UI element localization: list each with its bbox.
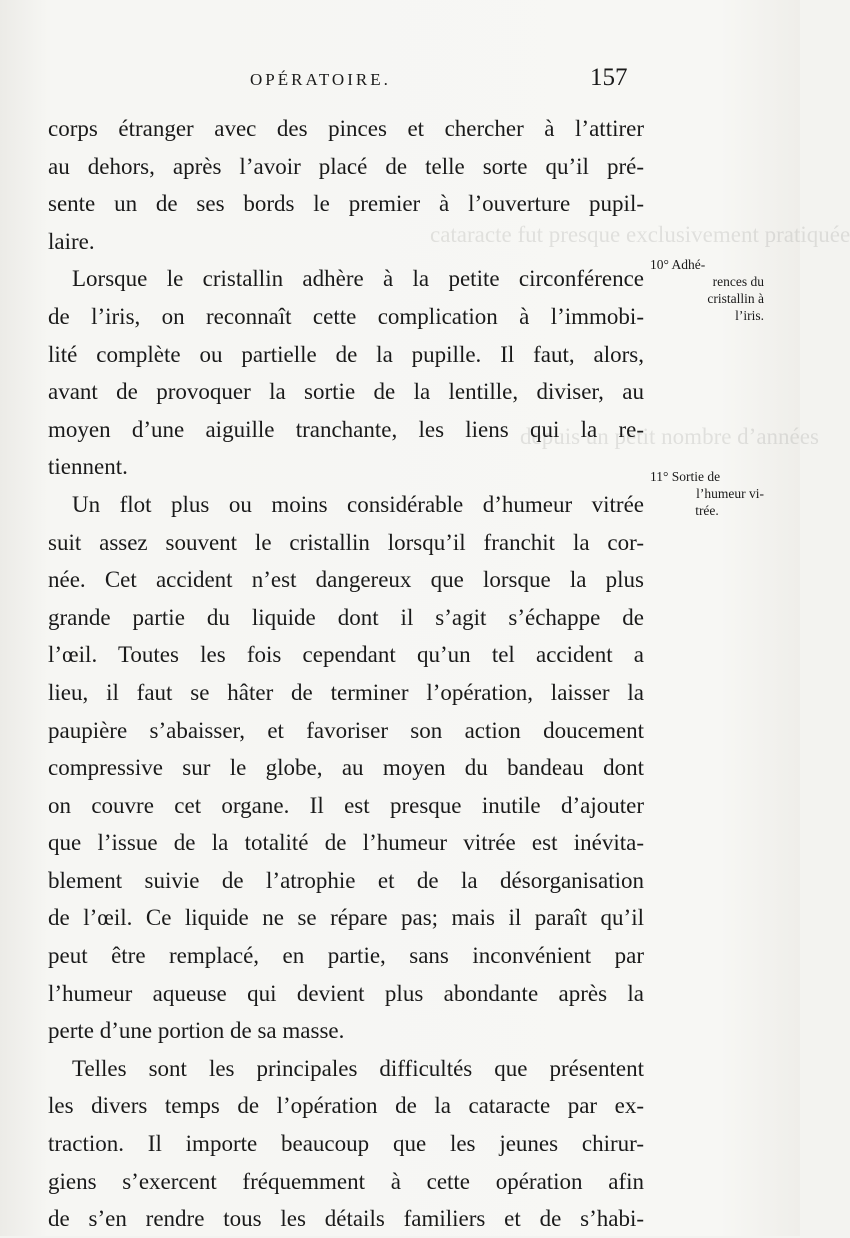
text-line: de l’iris, on reconnaît cette complication à l’immobi- [48,303,644,329]
text-line: de l’œil. Ce liquide ne se répare pas; mais il paraît qu’il [48,905,644,931]
margin-note-iris-adhesion [650,256,764,324]
text-line: de s’en rendre tous les détails familiers et de s’habi- [48,1206,644,1232]
page-number: 157 [590,64,628,91]
show-through-text: depuis un petit nombre d’années [520,424,819,449]
text-line: l’humeur aqueuse qui devient plus abondante après la [48,980,644,1006]
margin-note-line: trée. [695,503,719,518]
running-head: OPÉRATOIRE. [250,70,391,89]
text-line: grande partie du liquide dont il s’agit s’échappe de [48,604,644,630]
text-line: on couvre cet organe. Il est presque inutile d’ajouter [48,792,644,818]
text-line: compressive sur le globe, au moyen du bandeau dont [48,755,644,781]
text-line: que l’issue de la totalité de l’humeur vitrée est inévita- [48,830,644,856]
text-line: tiennent. [48,454,128,480]
text-line: Telles sont les principales difficultés que présentent [72,1055,644,1081]
text-line: paupière s’abaisser, et favoriser son action doucement [48,717,644,743]
text-line: lité complète ou partielle de la pupille. Il faut, alors, [48,341,644,367]
margin-note-line: 11° Sortie de [650,469,721,484]
text-line: née. Cet accident n’est dangereux que lorsque la plus [48,567,644,593]
text-line: corps étranger avec des pinces et chercher à l’attirer [48,116,644,141]
text-line: suit assez souvent le cristallin lorsqu’il franchit la cor- [48,529,644,555]
text-line: Un flot plus ou moins considérable d’humeur vitrée [72,491,644,517]
text-line: avant de provoquer la sortie de la lentille, diviser, au [48,379,644,405]
show-through-text: cataracte fut presque exclusivement pratiquée [430,222,850,247]
margin-note-line: l’iris. [735,308,764,323]
margin-note-vitreous [650,468,764,519]
text-line: Lorsque le cristallin adhère à la petite circonférence [72,266,644,292]
margin-note-line: 10° Adhé- [650,257,706,272]
margin-note-line: l’humeur vi- [696,486,764,501]
text-line: moyen d’une aiguille tranchante, les liens qui la re- [48,416,644,442]
text-line: sente un de ses bords le premier à l’ouverture pupil- [48,191,644,217]
text-line: perte d’une portion de sa masse. [48,1018,345,1044]
body-text [48,110,644,1238]
text-line: traction. Il importe beaucoup que les jeunes chirur- [48,1131,644,1157]
text-line: giens s’exercent fréquemment à cette opération afin [48,1168,644,1194]
margin-note-line: rences du [712,274,764,289]
text-line: blement suivie de l’atrophie et de la désorganisation [48,867,644,893]
text-line: les divers temps de l’opération de la cataracte par ex- [48,1093,644,1119]
margin-note-line: cristallin à [707,291,764,306]
text-line: laire. [48,228,95,254]
text-line: au dehors, après l’avoir placé de telle sorte qu’il pré- [48,153,644,179]
text-line: l’œil. Toutes les fois cependant qu’un tel accident a [48,642,644,668]
text-line: peut être remplacé, en partie, sans inconvénient par [48,943,644,969]
text-line: lieu, il faut se hâter de terminer l’opération, laisser la [48,679,644,705]
